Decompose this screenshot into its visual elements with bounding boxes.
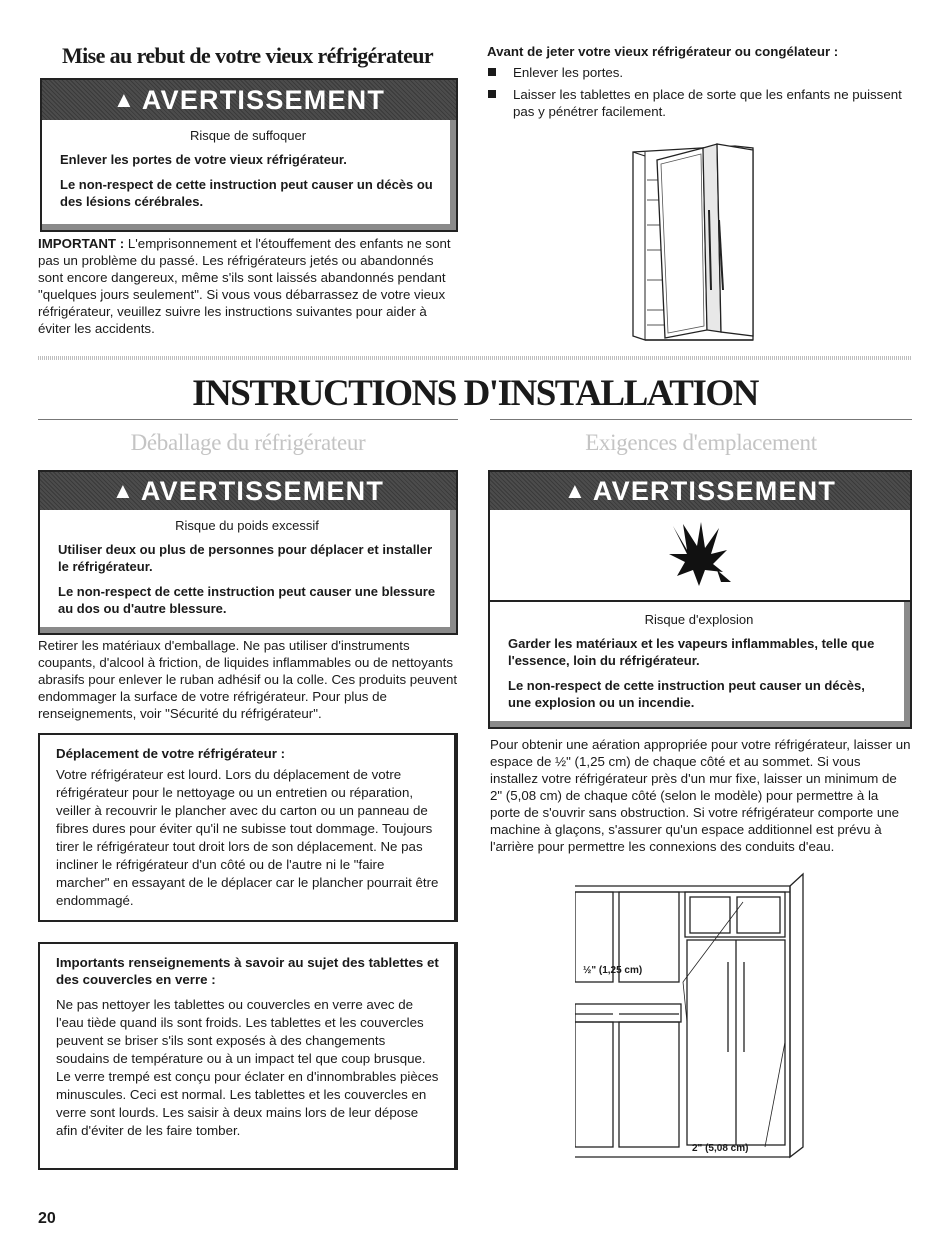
warning-instruction: Enlever les portes de votre vieux réfrigérateur. [60, 152, 347, 167]
warning-triangle-icon: ▲ [112, 87, 136, 112]
warning-consequence: Le non-respect de cette instruction peut causer une blessure au dos ou d'autre blessure. [58, 584, 436, 616]
list-item: Laisser les tablettes en place de sorte que les enfants ne puissent pas y pénétrer facilement. [486, 86, 906, 120]
top-clearance-label: ½" (1,25 cm) [583, 965, 643, 976]
warning-consequence: Le non-respect de cette instruction peut causer un décès ou des lésions cérébrales. [60, 177, 433, 209]
location-paragraph: Pour obtenir une aération appropriée pour votre réfrigérateur, laisser un espace de ½" (1,25 cm) de chaque côté et au sommet. Si vous installez votre réfrigérateur près d'un mur fixe, laisser un minimum de 2" (5,08 cm) de chaque côté (selon le modèle) pour permettre à la porte de s'ouvrir sans obstruction. Si votre réfrigérateur comporte une machine à glaçons, s'assurer qu'un espace additionnel est prévu à l'arrière pour permettre les connexions des conduits d'eau. [490, 737, 911, 854]
important-paragraph: IMPORTANT : L'emprisonnement et l'étouffement des enfants ne sont pas un problème du passé. Les réfrigérateurs jetés ou abandonnés sont encore dangereux, même s'ils sont laissés abandonnés pendant "quelques jours seulement". Si vous vous débarrassez de votre vieux réfrigérateur, veuillez suivre les instructions suivantes pour aider à éviter les accidents. [38, 236, 451, 336]
suffocation-warning [40, 78, 458, 232]
warning-header: ▲ AVERTISSEMENT [42, 80, 456, 120]
weight-warning [38, 470, 458, 635]
explosion-warning [488, 470, 912, 729]
glass-box-text: Ne pas nettoyer les tablettes ou couvercles en verre avec de l'eau tiède quand ils sont froids. Les tablettes et les couvercles peuvent se briser s'ils sont exposés à des changements soudains de température ou à un impact tel que coup brusque. Le verre trempé est conçu pour éclater en d'innombrables pièces minuscules. Ceci est normal. Les tablettes et les couvercles en verre sont lourds. Les saisir à deux mains lors de leur dépose afin d'éviter de les faire tomber. [56, 997, 439, 1138]
discard-steps-list [486, 64, 906, 125]
warning-header: ▲ AVERTISSEMENT [40, 472, 456, 510]
warning-risk: Risque de suffoquer [189, 128, 307, 143]
clearance-illustration [575, 872, 820, 1162]
installation-title: INSTRUCTIONS D'INSTALLATION [192, 373, 758, 414]
warning-risk: Risque du poids excessif [175, 518, 319, 533]
moving-info-box [38, 733, 458, 922]
before-discard-title: Avant de jeter votre vieux réfrigérateur ou congélateur : [487, 44, 839, 59]
warning-instruction: Utiliser deux ou plus de personnes pour déplacer et installer le réfrigérateur. [58, 542, 433, 574]
unpacking-paragraph: Retirer les matériaux d'emballage. Ne pas utiliser d'instruments coupants, d'alcool à friction, de liquides inflammables ou de nettoyants abrasifs pour enlever le ruban adhésif ou la colle. Ces produits peuvent endommager la surface de votre réfrigérateur. Pour plus de renseignements, voir "Sécurité du réfrigérateur". [38, 638, 458, 721]
old-refrigerator-illustration [625, 140, 775, 345]
warning-consequence: Le non-respect de cette instruction peut causer un décès, une explosion ou un incendie. [508, 678, 865, 710]
column-rule-left [38, 419, 458, 420]
warning-triangle-icon: ▲ [563, 478, 587, 503]
page-number: 20 [38, 1210, 56, 1227]
warning-instruction: Garder les matériaux et les vapeurs inflammables, telle que l'essence, loin du réfrigérateur. [508, 636, 875, 668]
location-title: Exigences d'emplacement [585, 430, 817, 455]
warning-header: ▲ AVERTISSEMENT [490, 472, 910, 510]
section-divider [38, 356, 912, 360]
column-rule-right [490, 419, 912, 420]
side-clearance-label: 2" (5,08 cm) [692, 1143, 749, 1154]
warning-risk: Risque d'explosion [644, 612, 754, 627]
glass-info-box [38, 942, 458, 1170]
moving-box-text: Votre réfrigérateur est lourd. Lors du déplacement de votre réfrigérateur pour le nettoyage ou un entretien ou réparation, veiller à recouvrir le plancher avec du carton ou un panneau de fibres dures pour éviter qu'il ne subisse tout dommage. Toujours tirer le réfrigérateur tout droit lors de son déplacement. Ne pas incliner le réfrigérateur d'un côté ou de l'autre ni le "faire marcher" en essayant de le déplacer car le plancher pourrait être endommagé. [56, 767, 439, 908]
warning-triangle-icon: ▲ [111, 478, 135, 503]
moving-box-title: Déplacement de votre réfrigérateur : [56, 746, 286, 761]
glass-box-title: Importants renseignements à savoir au sujet des tablettes et des couvercles en verre : [56, 955, 439, 987]
list-item: Enlever les portes. [486, 64, 906, 81]
disposal-title: Mise au rebut de votre vieux réfrigérateur [61, 43, 434, 68]
unpacking-title: Déballage du réfrigérateur [130, 430, 366, 455]
explosion-icon [665, 520, 735, 590]
